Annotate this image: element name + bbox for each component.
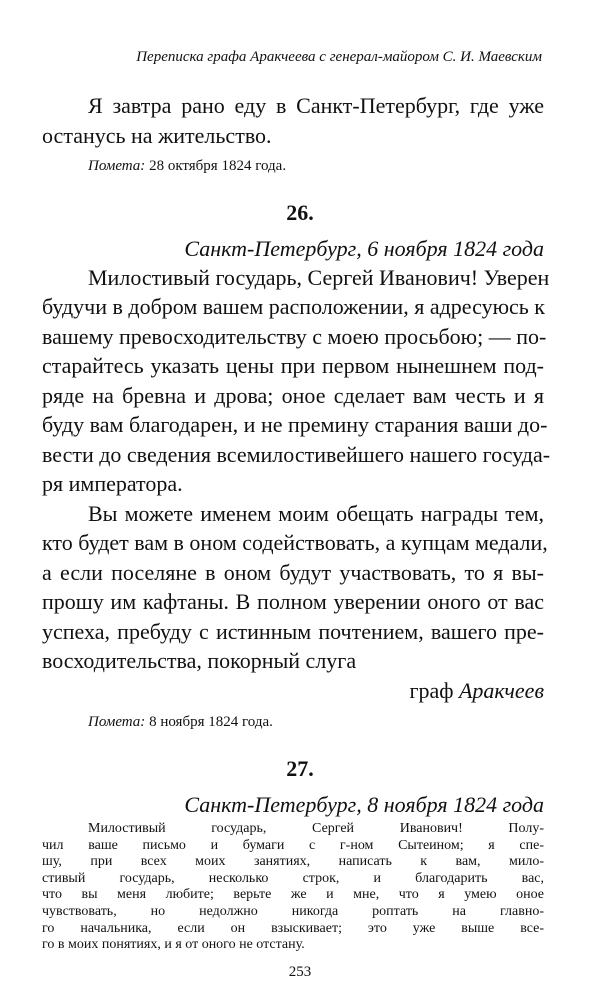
letter-number-26: 26. xyxy=(286,200,314,225)
prev-letter-line-1: Я завтра рано еду в Санкт-Петербург, где уже xyxy=(88,93,544,118)
letter-26-p1-line: ряде на бревна и дрова; оное сделает вам честь и я xyxy=(42,383,544,408)
signature-prefix: граф xyxy=(409,678,454,703)
letter-26-p2-line: Вы можете именем моим обещать награды тем, xyxy=(88,501,544,526)
letter-27-p1-line: чил ваше письмо и бумаги с г-ном Сытеином; я спе- xyxy=(42,837,544,853)
prev-letter-line-2: останусь на жительство. xyxy=(42,123,272,148)
letter-26-p2-line: успеха, пребуду с истинным почтением, вашего пре- xyxy=(42,619,544,644)
letter-26-p2-line: прошу им кафтаны. В полном уверении оного от вас xyxy=(42,589,544,614)
letter-26-p1-line: старайтесь указать цены при первом нынешнем под- xyxy=(42,353,544,378)
note-label: Помета: xyxy=(88,158,146,174)
running-header: Переписка графа Аракчеева с генерал-майором С. И. Маевским xyxy=(136,49,542,65)
letter-27-p1-line: го в моих понятиях, и я от оного не отстану. xyxy=(42,937,305,953)
letter-26-p2-line: восходительства, покорный слуга xyxy=(42,648,357,673)
letter-26-p1-line: Милостивый государь, Сергей Иванович! Уверен xyxy=(88,265,550,290)
letter-26-note xyxy=(88,714,273,731)
note-label: Помета: xyxy=(88,714,146,730)
page-number: 253 xyxy=(288,964,312,980)
letter-26-p1-line: вести до сведения всемилостивейшего нашего госуда- xyxy=(42,442,551,467)
letter-26-p1-line: вашему превосходительству с моею просьбою; — по- xyxy=(42,324,547,349)
letter-26-p2-line: кто будет вам в оном содействовать, а купцам медали, xyxy=(42,530,548,555)
dateline-26: Санкт-Петербург, 6 ноября 1824 года xyxy=(184,236,544,261)
letter-26-p1-line: ря императора. xyxy=(42,471,183,496)
letter-27-p1-line: стивый государь, несколько строк, и благодарить вас, xyxy=(42,870,544,886)
letter-number-27: 27. xyxy=(286,756,314,781)
letter-27-p1-line: что вы меня любите; верьте же и мне, что я умею оное xyxy=(42,887,544,903)
letter-27-p1-line: шу, при всех моих занятиях, написать к вам, мило- xyxy=(42,854,544,870)
letter-26-p2-line: а если поселяне в оном будут участвовать, то я вы- xyxy=(42,560,544,585)
letter-27-p1-line: чувствовать, но недолжно никогда роптать на главно- xyxy=(42,904,544,919)
signature-26 xyxy=(409,678,544,704)
note-value: 8 ноября 1824 года. xyxy=(149,714,273,730)
letter-26-p1-line: буду вам благодарен, и не премину старания ваши до- xyxy=(42,412,548,437)
letter-26-p1-line: будучи в добром вашем расположении, я адресуюсь к xyxy=(42,294,545,319)
note-value: 28 октября 1824 года. xyxy=(149,158,287,174)
signature-name: Аракчеев xyxy=(458,678,544,703)
prev-letter-note xyxy=(88,158,286,175)
letter-27-p1-line: Милостивый государь, Сергей Иванович! Полу- xyxy=(88,821,544,836)
dateline-27: Санкт-Петербург, 8 ноября 1824 года xyxy=(184,792,544,817)
letter-27-p1-line: го начальника, если он взыскивает; это уже выше все- xyxy=(42,920,544,936)
